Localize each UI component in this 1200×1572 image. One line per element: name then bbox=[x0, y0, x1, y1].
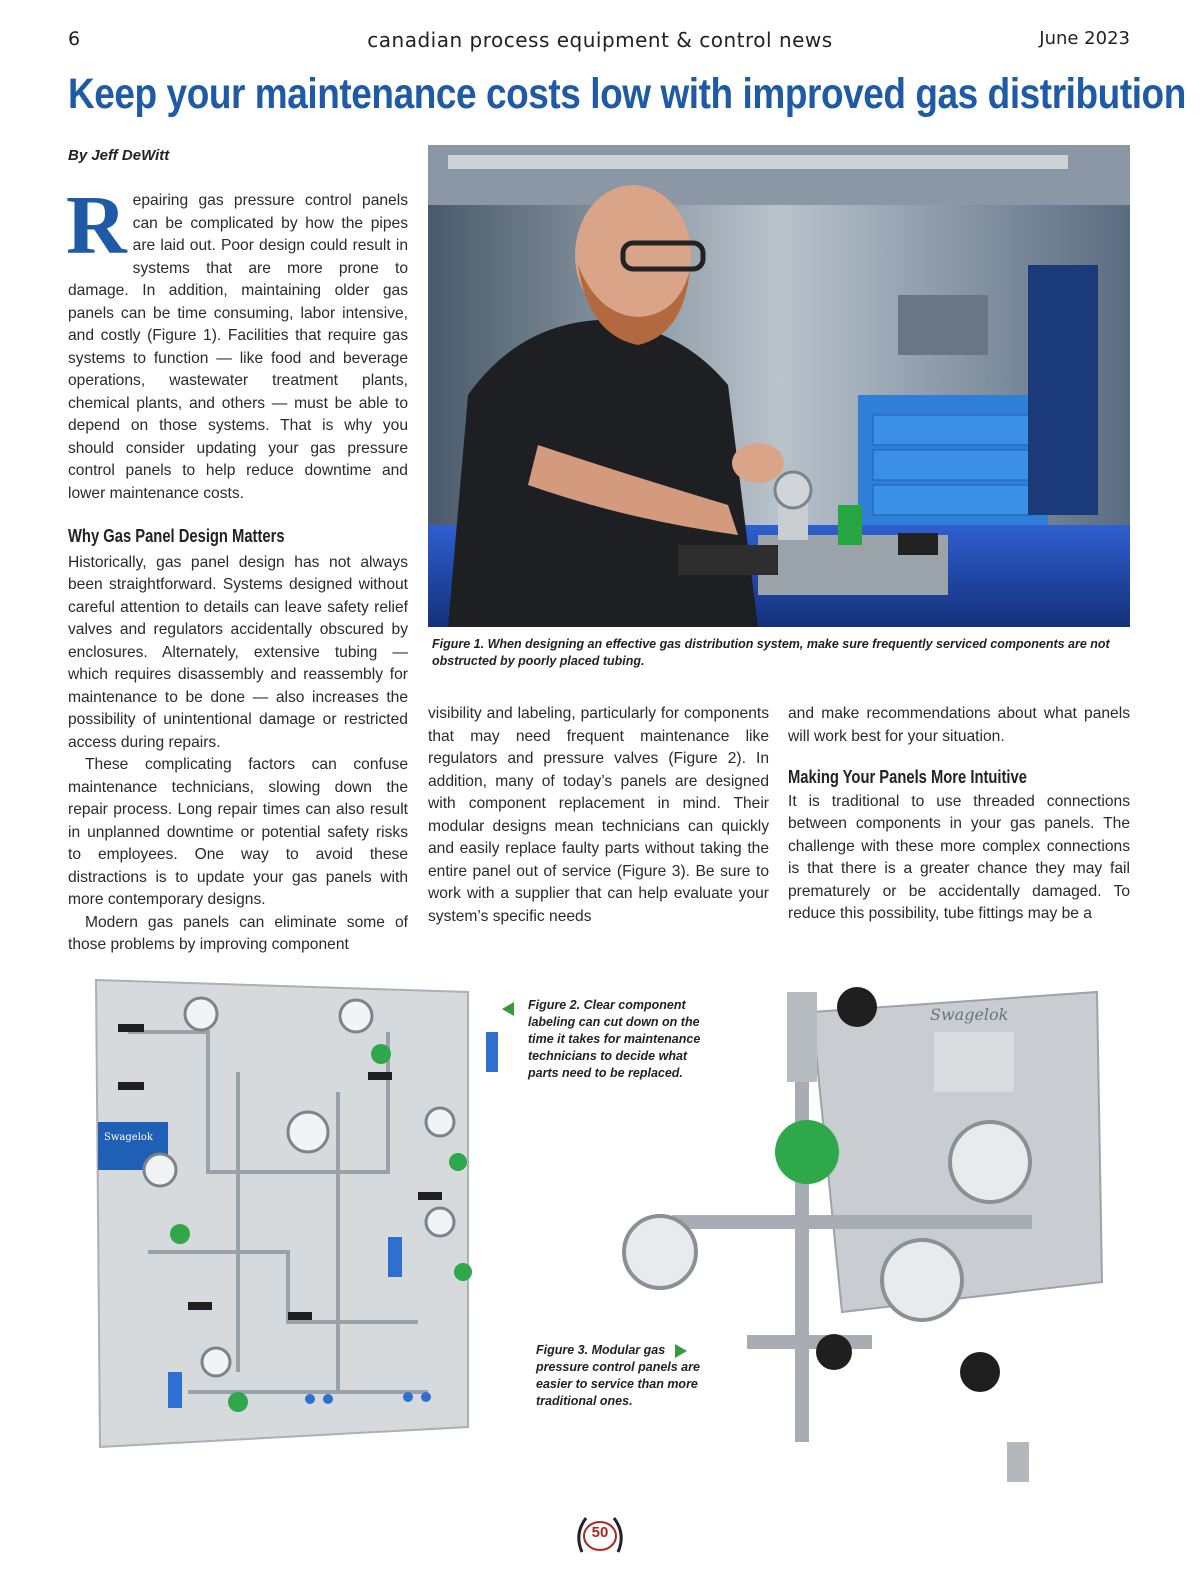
page-number: 6 bbox=[68, 28, 81, 50]
badge-number: 50 bbox=[591, 1524, 609, 1541]
intro-text: epairing gas pressure control panels can be complicated by how the pipes are laid out. Poor design could result in systems that are more prone to damage. In addition, maintaining older gas panels can be time consuming, labor intensive, and costly (Figure 1). Facilities that require gas systems to function — like food and beverage operations, wastewater treatment plants, chemical plants, and others — must be able to depend on those systems. That is why you should consider updating your gas pressure control panels to help reduce downtime and lower maintenance costs. bbox=[68, 192, 408, 502]
byline: By Jeff DeWitt bbox=[68, 147, 170, 164]
section1-paragraph-1: Historically, gas panel design has not always been straightforward. Systems designed without careful attention to details can leave safety relief valves and regulators accidentally obscured by enclosures. Alternately, extensive tubing — which requires disassembly and reassembly for maintenance to be done — also increases the possibility of unintentional damage or restricted access during repairs. bbox=[68, 553, 408, 751]
column-2 bbox=[428, 703, 769, 928]
figure-1-photo bbox=[428, 145, 1130, 627]
regulator-illustration bbox=[612, 962, 1112, 1492]
figure-2-panel-image bbox=[88, 972, 520, 1460]
figure-3-regulator-image bbox=[612, 962, 1112, 1492]
panel-brand-label bbox=[104, 1132, 154, 1143]
publication-name: canadian process equipment & control news bbox=[367, 28, 833, 52]
gas-panel-illustration bbox=[88, 972, 520, 1460]
figure-3-caption: Figure 3. Modular gas pressure control panels are easier to service than more traditional ones. bbox=[536, 1343, 700, 1408]
figure-1-caption: Figure 1. When designing an effective gas distribution system, make sure frequently serviced components are not obstructed by poorly placed tubing. bbox=[432, 637, 1110, 668]
section2-paragraph-1: It is traditional to use threaded connections between components in your gas panels. The challenge with these more complex connections is that there is a greater chance they may fail prematurely or be accidentally damaged. To reduce this possibility, tube fittings may be a bbox=[788, 792, 1130, 922]
section-heading-intuitive: Making Your Panels More Intuitive bbox=[788, 767, 1027, 787]
panel-brand-label-2 bbox=[930, 1005, 1008, 1024]
section1-paragraph-3: Modern gas panels can eliminate some of those problems by improving component bbox=[68, 913, 408, 953]
figure-2-caption: Figure 2. Clear component labeling can cut down on the time it takes for maintenance technicians to decide what parts need to be replaced. bbox=[528, 998, 701, 1080]
svg-text:Swagelok: Swagelok bbox=[104, 1132, 153, 1143]
column-1 bbox=[66, 179, 408, 957]
section-heading-why: Why Gas Panel Design Matters bbox=[68, 526, 285, 546]
intro-paragraph bbox=[66, 179, 408, 505]
column-3 bbox=[788, 703, 1130, 926]
col2-paragraph: visibility and labeling, particularly for components that may need frequent maintenance like regulators and pressure valves (Figure 2). In addition, many of today’s panels are designed with component replacement in mind. Their modular designs mean technicians can quickly and easily replace faulty parts without taking the entire panel out of service (Figure 3). Be sure to work with a supplier that can help evaluate your system’s specific needs bbox=[428, 705, 769, 925]
drop-cap: R bbox=[66, 179, 127, 272]
svg-text:Swagelok: Swagelok bbox=[930, 1005, 1009, 1024]
issue-date: June 2023 bbox=[1039, 28, 1130, 49]
anniversary-badge bbox=[572, 1512, 628, 1562]
article-title: Keep your maintenance costs low with improved gas distribution bbox=[68, 70, 1186, 118]
col3-paragraph: and make recommendations about what panels will work best for your situation. bbox=[788, 705, 1130, 745]
caption-pointer-left-icon bbox=[502, 1002, 514, 1016]
technician-photo-illustration bbox=[428, 145, 1130, 627]
section1-paragraph-2: These complicating factors can confuse maintenance technicians, slowing down the repair process. Long repair times can also result in unplanned downtime or potential safety risks to employees. One way to avoid these distractions is to update your gas panels with more contemporary designs. bbox=[68, 756, 408, 908]
